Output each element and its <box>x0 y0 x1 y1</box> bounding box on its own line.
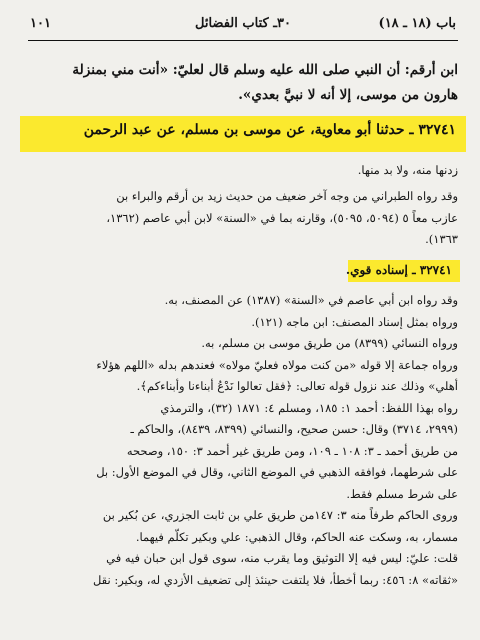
text-line: على شرط مسلم فقط. <box>346 486 458 501</box>
text-line: هارون من موسى، إلا أنه لا نبيَّ بعدي». <box>238 87 458 103</box>
text-line: أهلي» وذلك عند نزول قوله تعالى: ﴿فقل تعالوا نَدْعُ أبناءنا وأبناءكم﴾. <box>136 379 458 393</box>
text-line: مسمار، به، وسكت عنه الحاكم، وقال الذهبي: علي وبكير تكلّم فيهما. <box>135 529 458 544</box>
page-number: ١٠١ <box>30 16 51 31</box>
text-line: ١٣٦٣). <box>425 232 458 246</box>
section-title: باب (١٨ ـ ١٨) <box>378 16 456 31</box>
text-line: ابن أرقم: أن النبي صلى الله عليه وسلم قال لعليّ: «أنت مني بمنزلة <box>72 62 458 78</box>
hadith-text <box>26 58 458 108</box>
text-line: قلت: عليّ: ليس فيه إلا التوثيق وما يقرب منه، سوى قول ابن حبان فيه في <box>106 551 458 565</box>
page-header <box>28 10 458 41</box>
text-line: وقد رواه الطبراني من وجه آخر ضعيف من حديث زيد بن أرقم والبراء بن <box>116 189 458 203</box>
text-line: وقد رواه ابن أبي عاصم في «السنة» (١٣٨٧) عن المصنف، به. <box>164 293 458 307</box>
hadith-chain-highlight: ٣٢٧٤١ ـ حدثنا أبو معاوية، عن موسى بن مسلم، عن عبد الرحمن <box>83 122 456 138</box>
chapter-title: ٣٠ـ كتاب الفضائل <box>195 16 291 31</box>
text-line: ورواه النسائي (٨٣٩٩) من طريق موسى بن مسلم، به. <box>201 336 458 350</box>
text-line: «ثقاته» ٨: ٤٥٦: ربما أخطأ، فلا يلتفت حينئذ إلى تضعيف الأزدي له، وبكير: نقل <box>92 572 458 587</box>
footnote-paragraph <box>26 186 458 251</box>
text-line: من طريق أحمد ـ ٣: ١٠٨ ـ ١٠٩، ومن طريق غير أحمد ٣: ١٥٠، وصححه <box>126 443 458 458</box>
text-line: رواه بهذا اللفظ: أحمد ١: ١٨٥، ومسلم ٤: ١٨٧١ (٣٢)، والترمذي <box>160 400 458 415</box>
text-line: وروى الحاكم طرفاً منه ٣: ١٤٧من طريق علي بن ثابت الجزري، عن بُكير بن <box>102 508 458 522</box>
text-line: عازب معاً ٥ (٥٠٩٤، ٥٠٩٥)، وقارنه بما في «السنة» لابن أبي عاصم (١٣٦٢، <box>106 210 458 225</box>
text-line: زدنها منه، ولا بد منها. <box>357 163 458 177</box>
footnote-continuation <box>26 160 458 182</box>
text-line: ورواه بمثل إسناد المصنف: ابن ماجه (١٢١). <box>251 314 458 329</box>
text-line: على شرطهما، فوافقه الذهبي في الموضع الثاني، وقال في الموضع الأول: بل <box>96 465 458 479</box>
text-line: ورواه جماعة إلا قوله «من كنت مولاه فعليّ مولاه» فعندهم بدله «اللهم هؤلاء <box>96 357 458 372</box>
footnote-commentary <box>26 290 458 591</box>
text-line: (٢٩٩٩، ٣٧١٤) وقال: حسن صحيح، والنسائي (٨٣٩٩، ٨٤٣٩)، والحاكم ـ <box>130 422 458 436</box>
isnad-grade-highlight: ٣٢٧٤١ ـ إسناده قوي. <box>345 263 452 277</box>
